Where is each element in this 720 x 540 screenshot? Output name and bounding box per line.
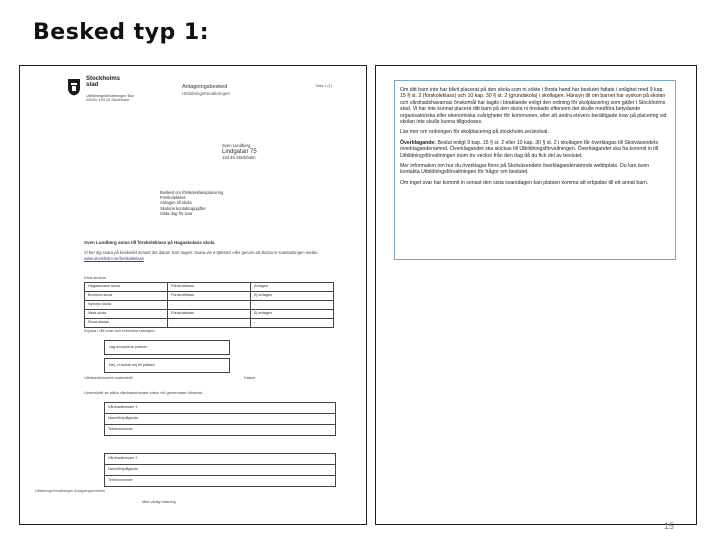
info-line: Förskoleklass [160, 195, 186, 201]
table-cell: - [251, 301, 334, 310]
page-indicator: Sida 1 (1) [315, 84, 332, 88]
accept-checkbox[interactable]: Jag accepterar platsen [104, 340, 230, 355]
decision-heading: Sven Lundberg antas till förskoleklass på Hagaskolans skola [84, 240, 215, 245]
answer-label: Kryssa i ditt svar och returnera talongen [84, 328, 155, 333]
org-name [86, 76, 120, 88]
decision-text: Vi ber dig svara på beskedet senast det datum som anges. Svara via e-tjänsten eller genom att skicka in svarstalongen nedan. [84, 250, 319, 255]
appeal-text: Beslut enligt 9 kap. 15 § st. 2 eller 10 kap. 30 § st. 2 i skollagen får överklagas till Skolväsendets överklagandenämnd. Överklagandet ska skickas till Utbildningsförvaltningen. Överklagandet ska ha kommit in till Utbildningsförvaltningen inom tre veckor från den dag då du fick del av beslutet. [400, 139, 659, 159]
info-line: Besked om förskoleklassplacering [160, 190, 224, 195]
info-paragraph: Läs mer om ordningen för skolplacering på stockholm.se/skolval. [400, 129, 549, 136]
letter-footer: Utbildningsförvaltningen Antagningsenheten [35, 489, 106, 493]
table-cell: Förskoleklass [168, 310, 251, 319]
date-label: Datum [244, 376, 256, 380]
info-paragraph: Om ditt barn inte har blivit placerat på den skola som ni sökte i första hand har beslutet fattats i enlighet med 9 kap. 15 § st. 2 (förskoleklass) och 10 kap. 30 § st. 2 (grundskola) i skollagen. Hänsyn till om barnet har syskon på skolan och vårdnadshavarnas önskemål har tagits i beaktande enligt den ordning för skolplacering som gäller i Stockholms stad. Vi har inte kunnat placera ditt barn på den skola ni önskade eftersom det skulle medföra betydande organisatoriska eller ekonomiska svårigheter för kommunen, eller att andra elevers berättigade krav på placering vid skolan inte skulle kunna tillgodoses. [400, 87, 667, 126]
recipient-city: 123 45 Stockholm [222, 155, 256, 160]
signature-row [84, 376, 334, 382]
choices-table [84, 282, 334, 328]
table-cell: Ej antagen [251, 310, 334, 319]
table-cell: Vasa skola [85, 310, 168, 319]
info-line: Skolans kontaktuppgifter [160, 205, 206, 211]
org-name-line2: stad [86, 82, 99, 88]
table-row [85, 301, 334, 310]
info-paragraph: Om inget svar har kommit in senast den sista svarsdagen kan platsen komma att erbjudas till ett annat barn. [400, 179, 649, 186]
guardian1-field[interactable]: Vårdnadshavare 1 [105, 403, 335, 414]
decline-checkbox[interactable]: Nej, vi tackar nej till platsen [104, 358, 230, 373]
info-paragraph: Mer information om hur du överklagar finns på Skolväsendets överklagandenämnds webbplats. Du kan även kontakta Utbildningsförvaltningen för frågor om beslutet. [400, 163, 650, 176]
table-cell: - [251, 319, 334, 328]
info-line: Antagen till skola [160, 200, 192, 206]
guardian2-fields [104, 453, 336, 487]
table-cell: Stora skolan [85, 319, 168, 328]
table-cell: Ej antagen [251, 292, 334, 301]
guardian1-field[interactable]: Namnförtydligande [105, 414, 335, 425]
document-title: Antagningsbesked [182, 84, 228, 90]
table-cell: Nytorps skola [85, 301, 168, 310]
recipient-address [222, 143, 257, 161]
decision-link[interactable]: www.stockholm.se/forskoleklass [84, 255, 144, 261]
org-address: Utbildningsförvaltningen Box 22049, 104 22 Stockholm [86, 94, 135, 103]
org-name-line1: Stockholms [86, 76, 121, 82]
letter-document [32, 70, 350, 522]
appeal-heading: Överklagande: [400, 139, 437, 146]
guardian1-fields [104, 402, 336, 436]
info-lines [160, 190, 223, 216]
table-cell: Antagen [251, 283, 334, 292]
slide-title: Besked typ 1: [33, 20, 210, 45]
table-cell: - [168, 301, 251, 310]
letter-closing: Med vänlig hälsning [142, 500, 176, 505]
info-line: Sista dag för svar [160, 210, 193, 216]
stockholm-logo-icon [67, 78, 81, 96]
decision-paragraph [84, 250, 334, 261]
signature-label: Vårdnadshavares underskrift [84, 376, 133, 380]
guardian2-field[interactable]: Namnförtydligande [105, 465, 335, 476]
table-row [85, 283, 334, 292]
table-cell: Hagaskolans skola [85, 283, 168, 292]
recipient-street: Lindgatan 75 [222, 149, 257, 155]
document-subtitle: Utbildningsförvaltningen [182, 91, 231, 96]
table-cell: - [168, 319, 251, 328]
table-cell: Förskoleklass [168, 292, 251, 301]
table-row [85, 292, 334, 301]
table-row [85, 319, 334, 328]
recipient-name: Sven Lundberg [222, 143, 251, 148]
table-cell: Förskoleklass [168, 283, 251, 292]
table-cell: Bromma skola [85, 292, 168, 301]
guardian2-field[interactable]: Telefonnummer [108, 478, 133, 482]
choices-label: Dina skolval [84, 275, 106, 280]
appeal-info-box [394, 80, 676, 260]
page-number: 15 [664, 521, 675, 531]
signature-note: Underskrift av båda vårdnadshavare krävs vid gemensam vårdnad. [84, 390, 203, 395]
guardian2-field[interactable]: Vårdnadshavare 2 [105, 454, 335, 465]
table-row [85, 310, 334, 319]
guardian1-field[interactable]: Telefonnummer [108, 427, 133, 431]
appeal-paragraph [400, 140, 670, 159]
